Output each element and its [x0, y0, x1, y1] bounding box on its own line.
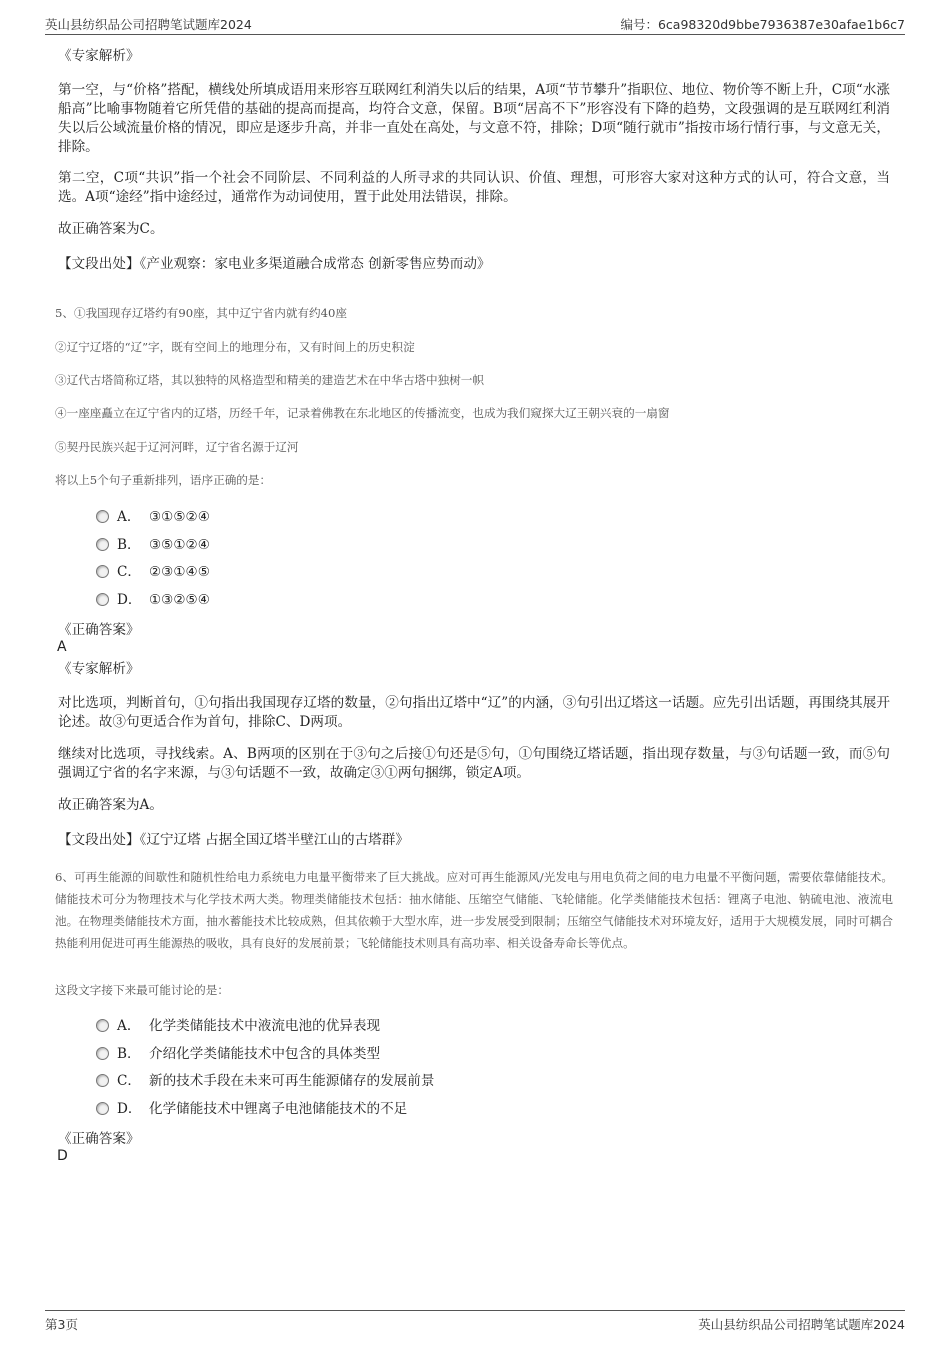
header-title: 英山县纺织品公司招聘笔试题库2024: [45, 17, 252, 32]
analysis-paragraph: 继续对比选项，寻找线索。A、B两项的区别在于③句之后接①句还是⑤句，①句围绕辽塔话题，指出现存数量，与③句话题一致，而⑤句强调辽宁省的名字来源，与③句话题不一致，故确定③①两句捆绑，锁定A项。: [58, 746, 890, 781]
option-text: ③⑤①②④: [149, 537, 210, 553]
q6-prompt: 这段文字接下来最可能讨论的是：: [55, 983, 229, 997]
expert-analysis-heading: 《专家解析》: [58, 48, 140, 64]
radio-button[interactable]: [96, 1047, 109, 1060]
radio-button[interactable]: [96, 565, 109, 578]
page-footer: [45, 1310, 905, 1333]
option-text: ③①⑤②④: [149, 509, 210, 525]
q6-option-b[interactable]: [96, 1044, 380, 1064]
radio-button[interactable]: [96, 1074, 109, 1087]
correct-answer-heading: 《正确答案》: [58, 1131, 140, 1147]
option-letter: D．: [117, 592, 142, 608]
radio-button[interactable]: [96, 1102, 109, 1115]
radio-button[interactable]: [96, 510, 109, 523]
q6-stem: 6、可再生能源的间歇性和随机性给电力系统电力电量平衡带来了巨大挑战。应对可再生能源风/光发电与用电负荷之间的电力电量不平衡问题，需要依靠储能技术。储能技术可分为物理技术与化学技术两大类。物理类储能技术包括：抽水储能、压缩空气储能、飞轮储能。化学类储能技术包括：锂离子电池、钠硫电池、液流电池。在物理类储能技术方面，抽水蓄能技术比较成熟，但其依赖于大型水库，进一步发展受到限制；压缩空气储能技术对环境友好，适用于大规模发展，同时可耦合热能利用促进可再生能源热的吸收，具有良好的发展前景；飞轮储能技术则具有高功率、相关设备寿命长等优点。: [55, 870, 893, 950]
q5-sentence-4: ④一座座矗立在辽宁省内的辽塔，历经千年，记录着佛教在东北地区的传播流变，也成为我们窥探大辽王朝兴衰的一扇窗: [55, 406, 670, 420]
q5-sentence-2: ②辽宁辽塔的“辽”字，既有空间上的地理分布，又有时间上的历史积淀: [55, 340, 415, 354]
option-letter: A．: [117, 1018, 141, 1034]
page-header: [45, 12, 905, 35]
page-number: 第3页: [45, 1317, 78, 1332]
option-letter: C．: [117, 1073, 141, 1089]
correct-answer: A: [57, 639, 67, 655]
conclusion-text: 故正确答案为C。: [58, 221, 164, 237]
source-citation: 【文段出处】《产业观察：家电业多渠道融合成常态 创新零售应势而动》: [58, 256, 491, 272]
q5-option-a[interactable]: [96, 507, 210, 527]
source-citation: 【文段出处】《辽宁辽塔 占据全国辽塔半壁江山的古塔群》: [58, 832, 409, 848]
option-text: 化学储能技术中锂离子电池储能技术的不足: [149, 1101, 408, 1117]
option-text: ②③①④⑤: [149, 564, 210, 580]
q5-sentence-5: ⑤契丹民族兴起于辽河河畔，辽宁省名源于辽河: [55, 440, 299, 454]
q5-option-c[interactable]: [96, 562, 210, 582]
q5-option-d[interactable]: [96, 590, 210, 610]
conclusion-text: 故正确答案为A。: [58, 797, 163, 813]
option-letter: B．: [117, 1046, 141, 1062]
q5-sentence-1: 5、①我国现存辽塔约有90座，其中辽宁省内就有约40座: [55, 306, 347, 320]
q5-option-b[interactable]: [96, 535, 210, 555]
correct-answer-heading: 《正确答案》: [58, 622, 140, 638]
q6-option-a[interactable]: [96, 1016, 380, 1036]
option-text: 化学类储能技术中液流电池的优异表现: [149, 1018, 381, 1034]
option-text: 新的技术手段在未来可再生能源储存的发展前景: [149, 1073, 435, 1089]
option-letter: C．: [117, 564, 141, 580]
q6-option-d[interactable]: [96, 1099, 407, 1119]
q5-prompt: 将以上5个句子重新排列，语序正确的是：: [55, 473, 272, 487]
analysis-paragraph: 对比选项，判断首句，①句指出我国现存辽塔的数量，②句指出辽塔中“辽”的内涵，③句引出辽塔这一话题。应先引出话题，再围绕其展开论述。故③句更适合作为首句，排除C、D两项。: [58, 695, 890, 730]
option-text: 介绍化学类储能技术中包含的具体类型: [149, 1046, 381, 1062]
option-text: ①③②⑤④: [149, 592, 210, 608]
correct-answer: D: [57, 1148, 68, 1164]
option-letter: B．: [117, 537, 141, 553]
radio-button[interactable]: [96, 538, 109, 551]
analysis-paragraph: 第二空，C项“共识”指一个社会不同阶层、不同利益的人所寻求的共同认识、价值、理想，可形容大家对这种方式的认可，符合文意，当选。A项“途经”指中途经过，通常作为动词使用，置于此处用法错误，排除。: [58, 170, 890, 205]
header-serial-number: 编号：6ca98320d9bbe7936387e30afae1b6c7: [620, 17, 905, 32]
analysis-paragraph: 第一空，与“价格”搭配，横线处所填成语用来形容互联网红利消失以后的结果，A项“节节攀升”指职位、地位、物价等不断上升，C项“水涨船高”比喻事物随着它所凭借的基础的提高而提高，均符合文意，保留。B项“居高不下”形容没有下降的趋势，文段强调的是互联网红利消失以后公域流量价格的情况，即应是逐步升高，并非一直处在高处，与文意不符，排除；D项“随行就市”指按市场行情行事，与文意无关，排除。: [58, 82, 890, 155]
expert-analysis-heading: 《专家解析》: [58, 661, 140, 677]
radio-button[interactable]: [96, 593, 109, 606]
option-letter: A．: [117, 509, 141, 525]
q5-sentence-3: ③辽代古塔简称辽塔，其以独特的风格造型和精美的建造艺术在中华古塔中独树一帜: [55, 373, 484, 387]
q6-option-c[interactable]: [96, 1071, 434, 1091]
radio-button[interactable]: [96, 1019, 109, 1032]
footer-title: 英山县纺织品公司招聘笔试题库2024: [698, 1317, 905, 1332]
option-letter: D．: [117, 1101, 142, 1117]
